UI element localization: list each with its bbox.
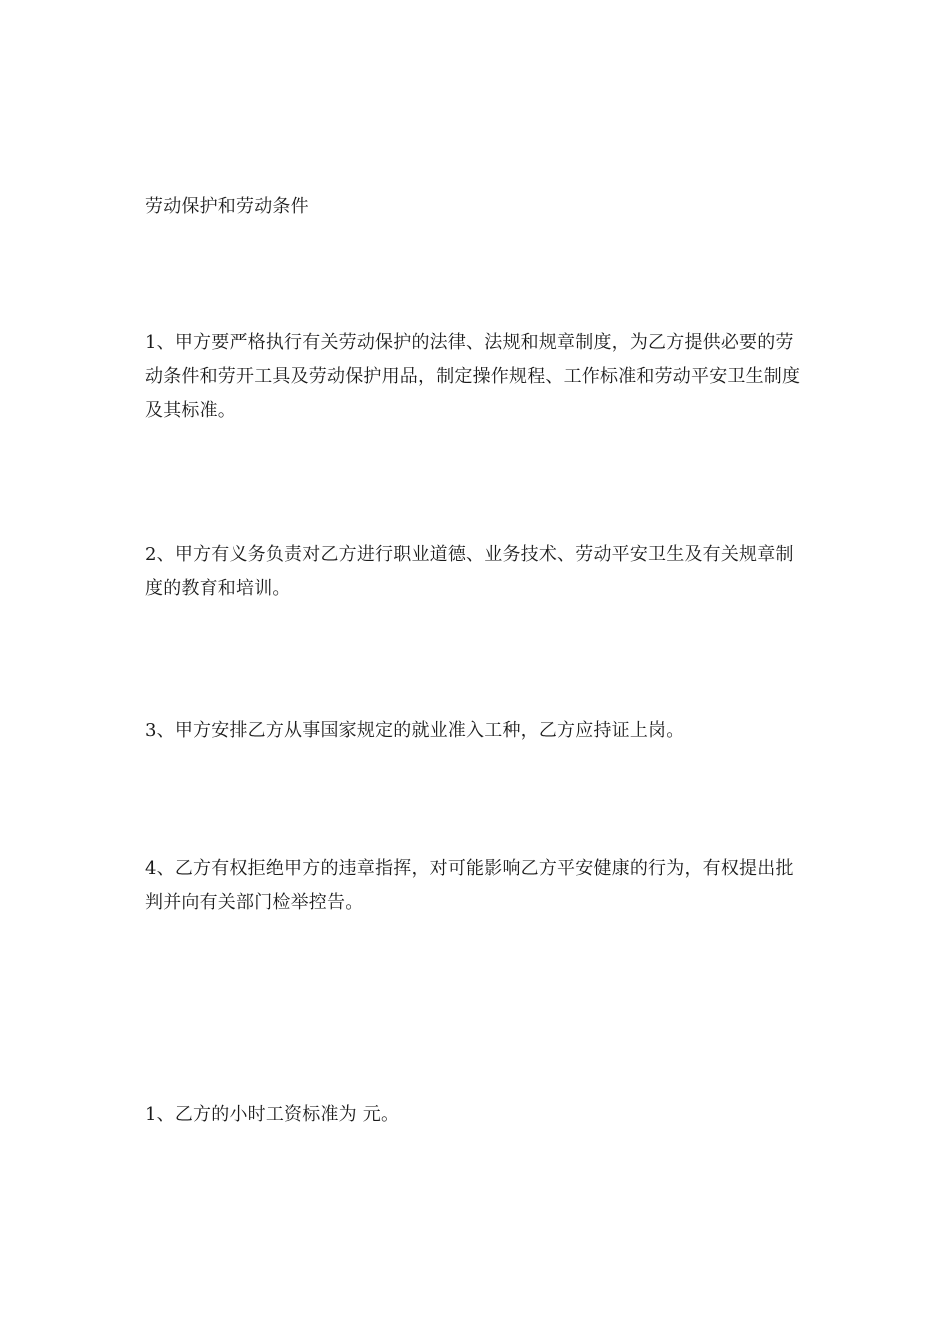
clause-paragraph: 2、甲方有义务负责对乙方进行职业道德、业务技术、劳动平安卫生及有关规章制度的教育和培训。: [145, 544, 794, 599]
section-title: 劳动保护和劳动条件: [145, 196, 309, 217]
clause-paragraph: 1、乙方的小时工资标准为 元。: [145, 1104, 400, 1125]
clause-paragraph: 4、乙方有权拒绝甲方的违章指挥，对可能影响乙方平安健康的行为，有权提出批判并向有关部门检举控告。: [145, 858, 794, 913]
clause-paragraph: 1、甲方要严格执行有关劳动保护的法律、法规和规章制度，为乙方提供必要的劳动条件和劳开工具及劳动保护用品，制定操作规程、工作标准和劳动平安卫生制度及其标准。: [145, 332, 801, 421]
clause-paragraph: 3、甲方安排乙方从事国家规定的就业准入工种，乙方应持证上岗。: [145, 720, 685, 741]
